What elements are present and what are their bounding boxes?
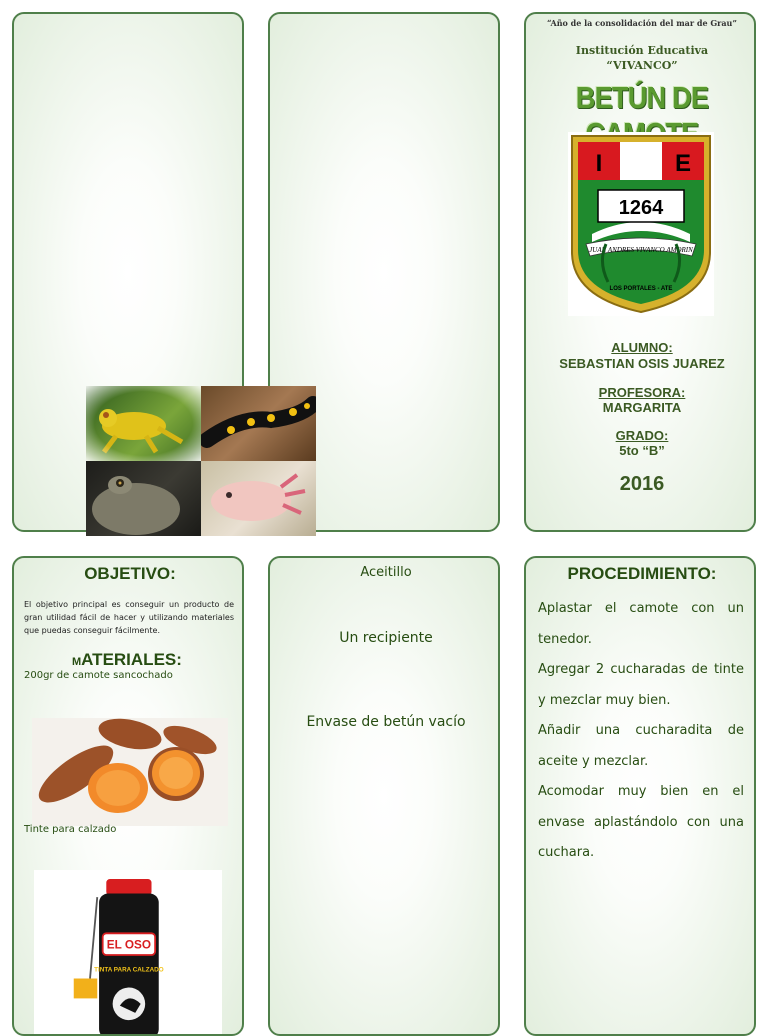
procedure-step: Añadir una cucharadita de aceite y mezclar. — [538, 723, 744, 769]
cover-panel — [524, 12, 756, 532]
material-item: Un recipiente — [339, 630, 433, 646]
material-item: Envase de betún vacío — [306, 714, 466, 730]
svg-text:E: E — [674, 150, 692, 177]
materiales-panel — [268, 556, 500, 1036]
document-title: BETÚN DE — [575, 80, 709, 115]
bottle-brand: EL OSO — [106, 938, 151, 952]
procedure-step: Agregar 2 cucharadas de tinte y mezclar muy bien. — [538, 662, 744, 708]
shoe-dye-bottle-photo — [34, 870, 222, 1036]
svg-text:I: I — [595, 150, 603, 177]
objetivo-heading: OBJETIVO: — [84, 564, 176, 583]
procedure-step: Acomodar muy bien en el envase aplastándolo con una cuchara. — [538, 784, 744, 860]
grado-value: 5to “B” — [619, 443, 665, 458]
material-item: Tinte para calzado — [24, 824, 117, 835]
salamander-photo — [201, 386, 316, 461]
alumno-name: SEBASTIAN OSIS JUAREZ — [559, 356, 725, 371]
school-label: Institución Educativa — [575, 44, 709, 57]
procedimiento-panel — [524, 556, 756, 1036]
alumno-label: ALUMNO: — [611, 340, 673, 355]
school-crest-logo — [568, 132, 714, 316]
frog-photo — [86, 386, 201, 461]
procedimiento-heading: PROCEDIMIENTO: — [567, 564, 717, 583]
objetivo-panel — [12, 556, 244, 1036]
svg-text:1264: 1264 — [618, 197, 664, 219]
axolotl-photo — [201, 461, 316, 536]
toad-photo — [86, 461, 201, 536]
year-label: 2016 — [619, 473, 665, 495]
material-item: 200gr de camote sancochado — [24, 670, 173, 681]
school-name: “VIVANCO” — [606, 59, 678, 72]
procedure-step: Aplastar el camote con un tenedor. — [538, 601, 744, 647]
svg-text:LOS PORTALES - ATE: LOS PORTALES - ATE — [609, 286, 673, 292]
sweet-potato-photo — [32, 718, 228, 826]
material-item: Aceitillo — [360, 565, 412, 580]
svg-text:JUAN ANDRES VIVANCO AMORIN: JUAN ANDRES VIVANCO AMORIN — [589, 246, 693, 254]
profesora-label: PROFESORA: — [598, 385, 686, 400]
procedimiento-steps — [538, 594, 744, 869]
amphibian-collage-image — [86, 386, 316, 536]
year-motto: “Año de la consolidación del mar de Grau” — [547, 18, 737, 28]
profesora-name: MARGARITA — [602, 400, 682, 415]
grado-label: GRADO: — [615, 428, 669, 443]
materiales-heading: MATERIALES: — [72, 650, 182, 669]
bottle-label: TINTA PARA CALZADO — [94, 966, 164, 974]
objetivo-text: El objetivo principal es conseguir un producto de gran utilidad fácil de hacer y utilizando materiales que puedas conseguir fácilmente. — [24, 600, 234, 635]
